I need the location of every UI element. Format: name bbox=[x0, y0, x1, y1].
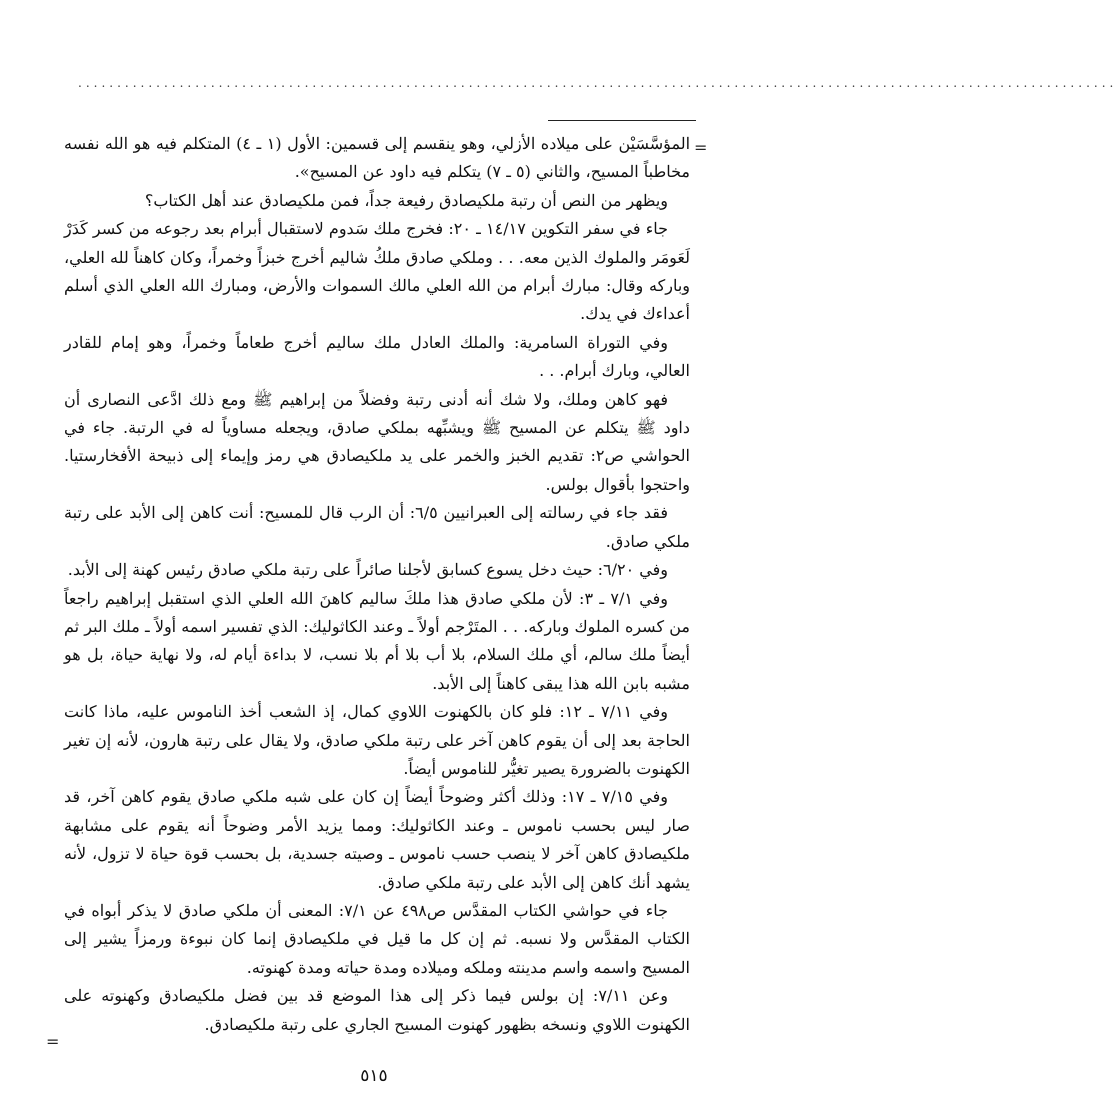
paragraph: ويظهر من النص أن رتبة ملكيصادق رفيعة جداً، فمن ملكيصادق عند أهل الكتاب؟ bbox=[144, 190, 668, 210]
continuation-mark-end: = bbox=[46, 1032, 60, 1051]
paragraph: وفي ٧/١١ ـ ١٢: فلو كان بالكهنوت اللاوي كمال، إذ الشعب أخذ الناموس عليه، ماذا كانت الحاجة بعد إلى أن يقوم كاهن آخر على رتبة ملكي صادق، ولا يقال على رتبة هارون، لأنه إن تغير الكهنوت بالضرورة يصير تغيُّر للناموس أيضاً. bbox=[64, 702, 690, 778]
paragraph: جاء في سفر التكوين ١٤/١٧ ـ ٢٠: فخرج ملك سَدوم لاستقبال أبرام بعد رجوعه من كسر كَدَرْ لَعَومَر والملوك الذين معه. . . وملكي صادق ملكُ شاليم أخرج خبزاً وخمراً، وكان كاهناً لله العلي، وباركه وقال: مبارك أبرام من الله العلي مالك السموات والأرض، ومبارك الله العلي الذي أسلم أعداءك في يدك. bbox=[64, 219, 690, 324]
paragraph: وفي ٧/١ ـ ٣: لأن ملكي صادق هذا ملكَ ساليم كاهنَ الله العلي الذي استقبل إبراهيم راجعاً من كسره الملوك وباركه. . . المتَرْجم أولاً ـ وعند الكاثوليك: الذي تفسير اسمه أولاً ـ ملك البر ثم أيضاً ملك سالم، أي ملك السلام، بلا أب بلا أم بلا نسب، لا بداءة أيام له، ولا نهاية حياة، بل هو مشبه بابن الله هذا يبقى كاهناً إلى الأبد. bbox=[64, 588, 690, 693]
paragraph: جاء في حواشي الكتاب المقدَّس ص٤٩٨ عن ٧/١: المعنى أن ملكي صادق لا يذكر أبواه في الكتاب المقدَّس ولا نسبه. ثم إن كل ما قيل في ملكيصادق إنما كان نبوءة ورمزاً يشير إلى المسيح واسمه واسم مدينته وملكه وميلاده ومدة حياته ومدة كهنوته. bbox=[64, 900, 690, 977]
dotted-separator: ..................................................................................................................................... bbox=[78, 76, 1117, 90]
footnote-rule bbox=[548, 120, 696, 121]
paragraph: فقد جاء في رسالته إلى العبرانيين ٦/٥: أن الرب قال للمسيح: أنت كاهن إلى الأبد على رتبة ملكي صادق. bbox=[64, 503, 690, 551]
paragraph: وفي ٦/٢٠: حيث دخل يسوع كسابق لأجلنا صائراً على رتبة ملكي صادق رئيس كهنة إلى الأبد. bbox=[67, 560, 668, 580]
paragraph: وعن ٧/١١: إن بولس فيما ذكر إلى هذا الموضع قد بين فضل ملكيصادق وكهنوته على الكهنوت اللاوي ونسخه بظهور كهنوت المسيح الجاري على رتبة ملكيصادق. bbox=[64, 986, 690, 1034]
footnote-text bbox=[64, 130, 690, 1039]
paragraph: وفي التوراة السامرية: والملك العادل ملك ساليم أخرج طعاماً وخمراً، وهو إمام للقادر العالي، وبارك أبرام. . . bbox=[64, 332, 690, 381]
continuation-mark: = bbox=[694, 138, 708, 157]
paragraph: فهو كاهن وملك، ولا شك أنه أدنى رتبة وفضلاً من إبراهيم ﷺ ومع ذلك ادَّعى النصارى أن داود ﷺ يتكلم عن المسيح ﷺ ويشبِّهه بملكي صادق، ويجعله مساوياً له في الرتبة. جاء في الحواشي ص٢: تقديم الخبز والخمر على يد ملكيصادق هي رمز وإيماء إلى ذبيحة الأفخارستيا. واحتجوا بأقوال بولس. bbox=[64, 389, 691, 494]
paragraph: المؤسَّسَيْن على ميلاده الأزلي، وهو ينقسم إلى قسمين: الأول (١ ـ ٤) المتكلم فيه هو الله نفسه مخاطباً المسيح، والثاني (٥ ـ ٧) يتكلم فيه داود عن المسيح». bbox=[64, 134, 691, 182]
paragraph: وفي ٧/١٥ ـ ١٧: وذلك أكثر وضوحاً أيضاً إن كان على شبه ملكي صادق يقوم كاهن آخر، قد صار ليس بحسب ناموس ـ وعند الكاثوليك: ومما يزيد الأمر وضوحاً أنه يقوم على مشابهة ملكيصادق كاهن آخر لا ينصب حسب ناموس ـ وصيته جسدية، بل بحسب قوة حياة لا تزول، لأنه يشهد أنك كاهن إلى الأبد على رتبة ملكي صادق. bbox=[64, 787, 690, 892]
page-number: ٥١٥ bbox=[360, 1066, 388, 1086]
